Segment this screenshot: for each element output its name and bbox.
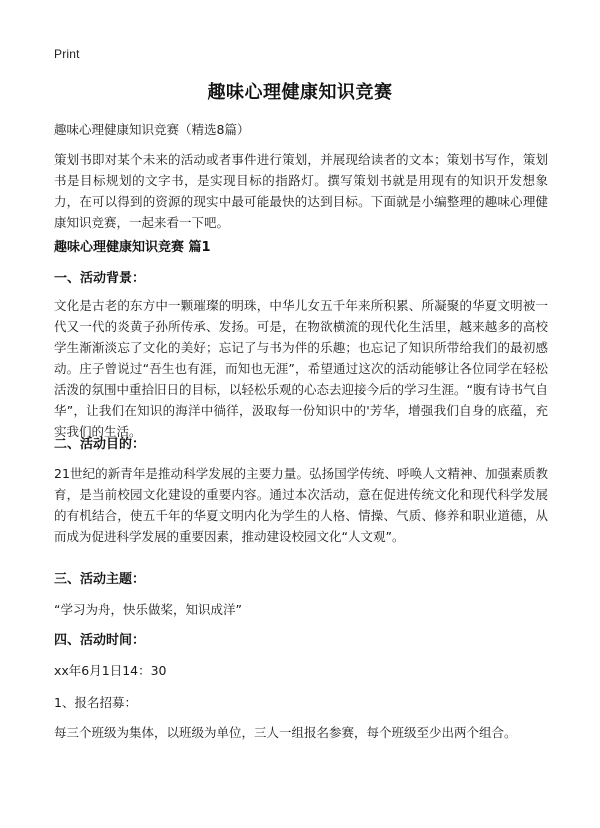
document-subtitle: 趣味心理健康知识竞赛（精选8篇）: [54, 122, 250, 137]
section-body-purpose: 21世纪的新青年是推动科学发展的主要力量。弘扬国学传统、呼唤人文精神、加强素质教育，是当前校园文化建设的重要内容。通过本次活动，意在促进传统文化和现代科学发展的有机结合，使五千年的华夏文明内化为学生的人格、情操、气质、修养和职业道德，从而成为促进科学发展的重要因素，推动建设校园文化“人文观”。: [54, 466, 548, 544]
sub-item-registration: 1、报名招募：: [54, 695, 137, 710]
intro-paragraph: 策划书即对某个未来的活动或者事件进行策划，并展现给读者的文本；策划书写作，策划书是目标规划的文字书，是实现目标的指路灯。撰写策划书就是用现有的知识开发想象力，在可以得到的资源的现实中最可能最快的达到目标。下面就是小编整理的趣味心理健康知识竞赛，一起来看一下吧。: [54, 152, 548, 230]
section-body-background: 文化是古老的东方中一颗璀璨的明珠，中华儿女五千年来所积累、所凝聚的华夏文明被一代又一代的炎黄子孙所传承、发扬。可是，在物欲横流的现代化生活里，越来越多的高校学生渐渐淡忘了文化的美好；忘记了与书为伴的乐趣；也忘记了知识所带给我们的最初感动。庄子曾说过“吾生也有涯，而知也无涯”，希望通过这次的活动能够让各位同学在轻松活泼的氛围中重拾旧日的目标，以轻松乐观的心态去迎接今后的学习生涯。“腹有诗书气自华”，让我们在知识的海洋中徜徉，汲取每一份知识中的'芳华，增强我们自身的底蕴，充实我们的生活。: [54, 298, 548, 439]
section-heading-background: 一、活动背景：: [54, 271, 146, 286]
registration-paragraph: 每三个班级为集体，以班级为单位，三人一组报名参赛，每个班级至少出两个组合。: [54, 725, 517, 740]
section-heading-purpose: 二、活动目的：: [54, 437, 146, 452]
piece-heading: 趣味心理健康知识竞赛 篇1: [54, 240, 211, 255]
page-title: 趣味心理健康知识竞赛: [207, 82, 393, 103]
section-body-time: xx年6月1日14：30: [54, 663, 167, 678]
print-label[interactable]: Print: [54, 47, 80, 61]
section-body-theme: “学习为舟，快乐做桨，知识成洋”: [54, 602, 242, 617]
section-heading-theme: 三、活动主题：: [54, 572, 146, 587]
section-heading-time: 四、活动时间：: [54, 633, 146, 648]
